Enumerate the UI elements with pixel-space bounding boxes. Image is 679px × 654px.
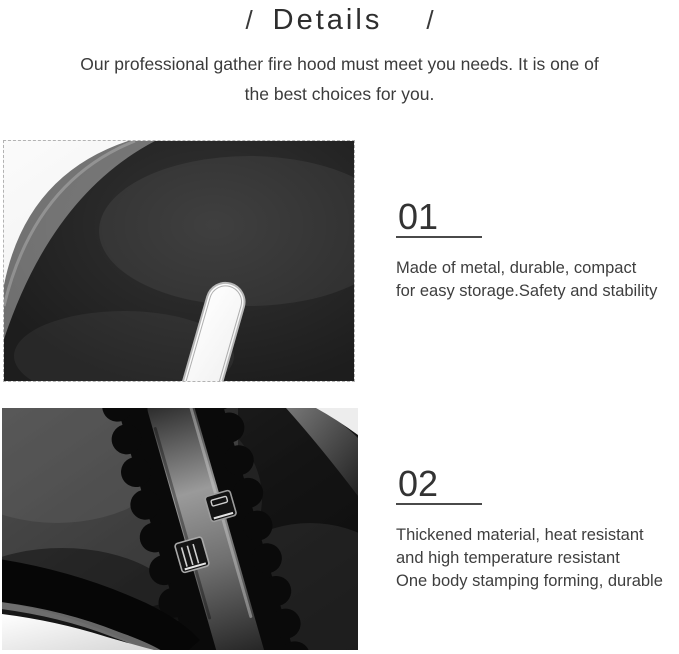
feature-description-line: Thickened material, heat resistant (396, 526, 644, 544)
subtitle-line-1: Our professional gather fire hood must meet you needs. It is one of (80, 54, 599, 74)
feature-description-line: for easy storage.Safety and stability (396, 282, 658, 300)
page-title: Details (272, 4, 383, 36)
feature-description-line: One body stamping forming, durable (396, 572, 663, 590)
title-slash-right: / (426, 5, 434, 35)
feature-description-01 (396, 257, 679, 303)
product-photo-2 (2, 408, 358, 650)
product-photo-2-image (2, 408, 358, 650)
feature-description-02 (396, 524, 679, 593)
title-slash-left: / (245, 5, 253, 35)
feature-block-02 (396, 464, 679, 593)
feature-number-01: 01 (398, 196, 439, 237)
product-photo-1-image (4, 141, 354, 381)
feature-block-01 (396, 197, 679, 303)
subtitle-line-2: the best choices for you. (244, 84, 435, 104)
page-title-row (0, 2, 679, 38)
product-photo-1 (3, 140, 355, 382)
feature-number-02: 02 (398, 463, 439, 504)
page-subtitle (0, 49, 679, 109)
feature-description-line: and high temperature resistant (396, 549, 620, 567)
feature-description-line: Made of metal, durable, compact (396, 259, 637, 277)
